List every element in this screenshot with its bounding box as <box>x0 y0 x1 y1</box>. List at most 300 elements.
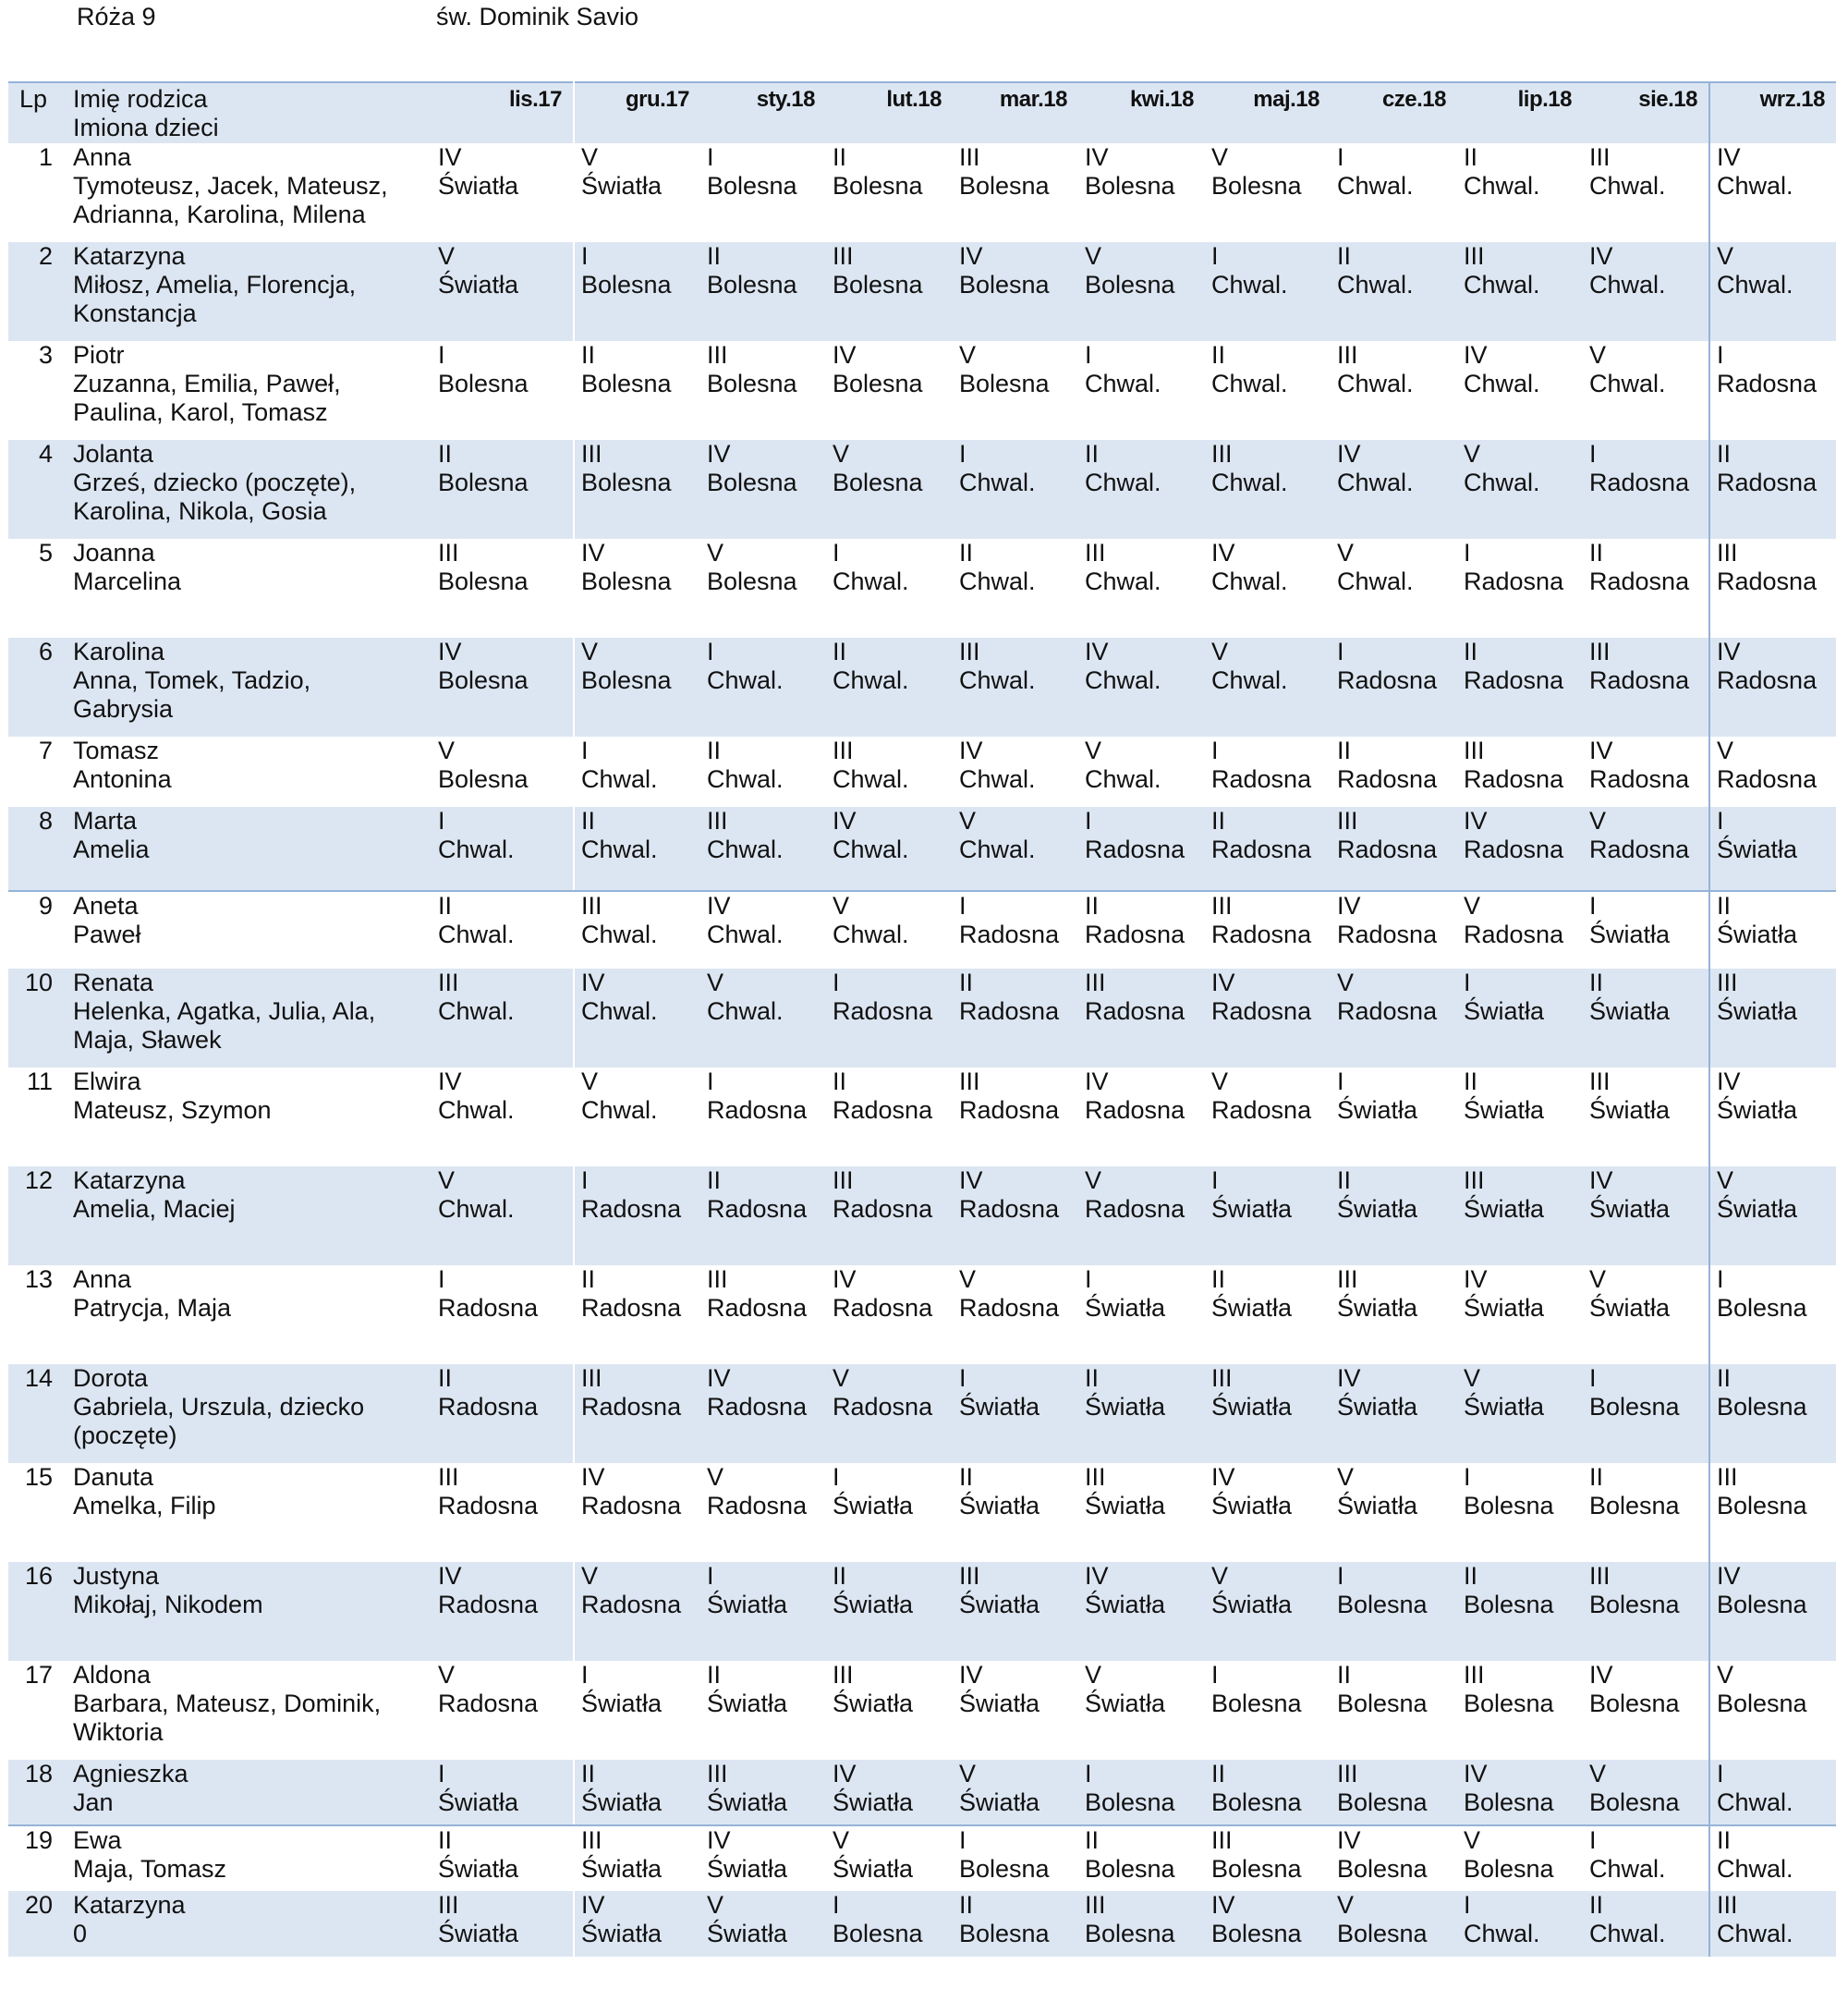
mystery-cell <box>1331 969 1457 1068</box>
mystery-cell <box>574 1825 700 1891</box>
mystery-cell <box>1331 1265 1457 1364</box>
mystery-part: Światła <box>707 1920 788 1947</box>
mystery-cell <box>1331 1825 1457 1891</box>
mystery-cell <box>826 969 953 1068</box>
mystery-part: Światła <box>959 1690 1040 1717</box>
mystery-cell <box>1583 1661 1709 1760</box>
mystery-part: Chwal. <box>438 836 515 863</box>
mystery-part: Światła <box>1717 836 1798 863</box>
mystery-part: Chwal. <box>1717 172 1793 200</box>
mystery-number: III <box>1717 1891 1738 1919</box>
mystery-part: Chwal. <box>707 836 784 863</box>
mystery-part: Radosna <box>1337 765 1438 793</box>
mystery-cell <box>1583 440 1709 539</box>
mystery-part: Chwal. <box>1589 172 1666 200</box>
mystery-part: Światła <box>1211 1294 1293 1322</box>
family-names <box>67 1166 432 1265</box>
mystery-cell <box>1709 1825 1836 1891</box>
mystery-cell <box>953 1068 1078 1166</box>
mystery-part: Chwal. <box>581 836 658 863</box>
mystery-number: II <box>438 892 453 920</box>
mystery-number: I <box>707 1562 714 1590</box>
mystery-number: IV <box>1211 539 1235 567</box>
mystery-part: Chwal. <box>1337 271 1414 299</box>
header-month: cze.18 <box>1381 87 1446 112</box>
mystery-part: Bolesna <box>1589 1690 1680 1717</box>
mystery-cell <box>432 1166 574 1265</box>
table-row <box>8 1068 1836 1166</box>
mystery-cell <box>432 440 574 539</box>
mystery-cell <box>1583 341 1709 440</box>
mystery-cell <box>574 143 700 242</box>
mystery-number: V <box>1337 969 1355 996</box>
row-number: 12 <box>24 1166 53 1194</box>
mystery-number: I <box>1337 638 1344 665</box>
mystery-cell <box>432 891 574 969</box>
mystery-number: V <box>1589 341 1607 369</box>
mystery-number: III <box>707 1760 728 1787</box>
mystery-number: I <box>833 539 840 567</box>
mystery-part: Radosna <box>438 1294 539 1322</box>
mystery-cell <box>826 1891 953 1957</box>
mystery-part: Chwal. <box>1464 469 1540 496</box>
table-row <box>8 638 1836 737</box>
mystery-number: I <box>1589 1826 1597 1854</box>
mystery-part: Światła <box>1464 1393 1545 1421</box>
mystery-part: Chwal. <box>438 921 515 948</box>
mystery-part: Radosna <box>707 1096 808 1124</box>
mystery-part: Światła <box>1337 1096 1418 1124</box>
mystery-number: III <box>707 807 728 835</box>
mystery-cell <box>826 1760 953 1825</box>
mystery-part: Chwal. <box>707 921 784 948</box>
mystery-cell <box>1331 737 1457 807</box>
mystery-part: Światła <box>1717 1096 1798 1124</box>
mystery-cell <box>826 1661 953 1760</box>
mystery-cell <box>1078 1562 1205 1661</box>
mystery-part: Światła <box>581 1690 663 1717</box>
mystery-part: Chwal. <box>1337 172 1414 200</box>
mystery-cell <box>1205 341 1331 440</box>
mystery-number: II <box>581 341 596 369</box>
mystery-cell <box>432 1265 574 1364</box>
mystery-part: Światła <box>833 1855 914 1883</box>
table-row <box>8 1562 1836 1661</box>
mystery-number: I <box>707 1068 714 1095</box>
mystery-cell <box>574 1364 700 1463</box>
mystery-cell <box>1331 891 1457 969</box>
mystery-cell <box>1331 1661 1457 1760</box>
mystery-cell <box>574 807 700 891</box>
mystery-part: Chwal. <box>581 1096 658 1124</box>
mystery-part: Chwal. <box>1211 567 1288 595</box>
mystery-cell <box>700 1562 826 1661</box>
mystery-cell <box>1331 807 1457 891</box>
parent-name: Katarzyna <box>73 1891 186 1919</box>
mystery-cell <box>1583 969 1709 1068</box>
mystery-part: Radosna <box>1717 666 1818 694</box>
mystery-part: Chwal. <box>959 836 1036 863</box>
mystery-part: Bolesna <box>1085 1855 1175 1883</box>
mystery-number: IV <box>581 969 605 996</box>
table-row <box>8 242 1836 341</box>
mystery-part: Radosna <box>1464 836 1564 863</box>
children-names: Marcelina <box>73 567 182 595</box>
mystery-number: III <box>833 737 854 764</box>
mystery-part: Światła <box>1589 997 1671 1025</box>
mystery-cell <box>1205 638 1331 737</box>
mystery-number: I <box>1085 1265 1092 1293</box>
mystery-number: I <box>833 1463 840 1491</box>
mystery-part: Chwal. <box>1717 1788 1793 1816</box>
row-number: 18 <box>8 1760 67 1825</box>
mystery-number: I <box>833 969 840 996</box>
mystery-part: Chwal. <box>707 765 784 793</box>
parent-name: Justyna <box>73 1562 160 1590</box>
mystery-number: I <box>438 1265 445 1293</box>
mystery-part: Światła <box>707 1855 788 1883</box>
mystery-part: Światła <box>1589 1096 1671 1124</box>
mystery-number: III <box>1085 539 1106 567</box>
mystery-part: Chwal. <box>1717 1920 1793 1947</box>
mystery-part: Radosna <box>1717 567 1818 595</box>
mystery-part: Bolesna <box>1211 1855 1302 1883</box>
mystery-cell <box>826 341 953 440</box>
mystery-cell <box>826 143 953 242</box>
mystery-number: IV <box>833 807 857 835</box>
mystery-number: I <box>581 1661 589 1689</box>
mystery-number: IV <box>707 892 731 920</box>
family-names <box>67 242 432 341</box>
mystery-part: Radosna <box>707 1393 808 1421</box>
mystery-cell <box>826 1463 953 1562</box>
mystery-part: Radosna <box>438 1690 539 1717</box>
mystery-number: I <box>581 737 589 764</box>
mystery-cell <box>1709 1068 1836 1166</box>
patron-name: św. Dominik Savio <box>436 3 639 31</box>
mystery-number: V <box>1211 638 1229 665</box>
mystery-cell <box>1457 341 1583 440</box>
mystery-part: Światła <box>1085 1492 1166 1519</box>
mystery-cell <box>1205 1562 1331 1661</box>
mystery-number: IV <box>833 1265 857 1293</box>
table-row <box>8 737 1836 807</box>
mystery-number: I <box>1464 539 1471 567</box>
mystery-cell <box>953 1760 1078 1825</box>
mystery-part: Światła <box>1211 1492 1293 1519</box>
mystery-number: II <box>1337 242 1352 270</box>
mystery-part: Światła <box>581 172 663 200</box>
mystery-number: V <box>959 807 977 835</box>
mystery-part: Chwal. <box>959 666 1036 694</box>
mystery-number: V <box>1464 892 1481 920</box>
mystery-number: IV <box>707 1826 731 1854</box>
mystery-part: Radosna <box>833 1393 933 1421</box>
mystery-number: III <box>1589 1068 1611 1095</box>
mystery-cell <box>1078 440 1205 539</box>
mystery-cell <box>1457 1068 1583 1166</box>
mystery-part: Bolesna <box>1337 1855 1428 1883</box>
mystery-number: I <box>438 341 445 369</box>
header-month: wrz.18 <box>1709 82 1836 143</box>
mystery-part: Światła <box>707 1591 788 1618</box>
mystery-number: III <box>581 1364 602 1392</box>
mystery-part: Chwal. <box>581 765 658 793</box>
mystery-cell <box>1709 1891 1836 1957</box>
mystery-number: II <box>959 969 974 996</box>
mystery-cell <box>700 969 826 1068</box>
table-row <box>8 143 1836 242</box>
mystery-number: III <box>1211 1826 1233 1854</box>
mystery-part: Światła <box>1464 1195 1545 1223</box>
mystery-number: V <box>1211 1562 1229 1590</box>
family-names <box>67 341 432 440</box>
mystery-part: Światła <box>581 1855 663 1883</box>
mystery-part: Radosna <box>1589 836 1690 863</box>
children-names: Antonina <box>73 765 172 793</box>
mystery-part: Światła <box>1464 997 1545 1025</box>
mystery-number: II <box>1464 143 1478 171</box>
children-names: Adrianna, Karolina, Milena <box>73 201 366 228</box>
mystery-part: Światła <box>707 1788 788 1816</box>
rosary-schedule-table <box>8 81 1836 1957</box>
children-names: Gabrysia <box>73 695 174 723</box>
header-lp: Lp <box>19 85 48 113</box>
mystery-part: Chwal. <box>1464 1920 1540 1947</box>
mystery-cell <box>1709 1562 1836 1661</box>
mystery-number: V <box>1589 1760 1607 1787</box>
mystery-part: Bolesna <box>1589 1591 1680 1618</box>
mystery-cell <box>1205 1825 1331 1891</box>
mystery-number: II <box>1464 1068 1478 1095</box>
mystery-part: Bolesna <box>438 567 529 595</box>
mystery-cell <box>1457 969 1583 1068</box>
mystery-number: I <box>959 440 967 468</box>
family-names <box>67 1265 432 1364</box>
mystery-number: I <box>1211 1661 1219 1689</box>
mystery-part: Chwal. <box>1211 370 1288 397</box>
mystery-part: Światła <box>1464 1096 1545 1124</box>
mystery-cell <box>1709 737 1836 807</box>
header-month: sty.18 <box>756 87 815 112</box>
mystery-part: Bolesna <box>1464 1492 1554 1519</box>
mystery-cell <box>1583 1265 1709 1364</box>
mystery-cell <box>1078 242 1205 341</box>
mystery-part: Bolesna <box>959 271 1050 299</box>
mystery-part: Chwal. <box>833 921 909 948</box>
mystery-cell <box>1205 440 1331 539</box>
header-children: Imiona dzieci <box>73 114 219 141</box>
mystery-number: I <box>1717 807 1724 835</box>
mystery-part: Światła <box>438 1920 519 1947</box>
mystery-part: Radosna <box>1589 765 1690 793</box>
family-names <box>67 1661 432 1760</box>
mystery-part: Chwal. <box>1589 271 1666 299</box>
children-names: Grześ, dziecko (poczęte), <box>73 469 357 496</box>
mystery-number: IV <box>1589 242 1613 270</box>
mystery-cell <box>1078 1463 1205 1562</box>
row-number: 5 <box>38 539 53 567</box>
mystery-cell <box>953 242 1078 341</box>
mystery-cell <box>953 1364 1078 1463</box>
mystery-part: Radosna <box>959 921 1060 948</box>
mystery-number: V <box>1464 1364 1481 1392</box>
mystery-cell <box>1709 440 1836 539</box>
mystery-part: Światła <box>438 1788 519 1816</box>
children-names: Barbara, Mateusz, Dominik, <box>73 1690 382 1717</box>
mystery-number: II <box>581 807 596 835</box>
mystery-number: V <box>581 1068 599 1095</box>
mystery-part: Radosna <box>581 1195 682 1223</box>
mystery-cell <box>1078 539 1205 638</box>
mystery-cell <box>1078 1364 1205 1463</box>
mystery-part: Radosna <box>1589 666 1690 694</box>
mystery-cell <box>1078 1265 1205 1364</box>
mystery-cell <box>432 242 574 341</box>
mystery-number: V <box>959 341 977 369</box>
mystery-cell <box>1583 1166 1709 1265</box>
mystery-part: Bolesna <box>1211 1788 1302 1816</box>
mystery-number: II <box>1085 1826 1100 1854</box>
mystery-part: Bolesna <box>1337 1920 1428 1947</box>
mystery-cell <box>700 1364 826 1463</box>
mystery-part: Chwal. <box>707 997 784 1025</box>
mystery-part: Światła <box>1589 1294 1671 1322</box>
mystery-number: V <box>1085 1166 1102 1194</box>
mystery-number: V <box>1717 737 1734 764</box>
mystery-cell <box>1078 891 1205 969</box>
header-month: sie.18 <box>1638 87 1697 112</box>
parent-name: Marta <box>73 807 138 835</box>
mystery-number: II <box>833 638 847 665</box>
mystery-number: V <box>707 1891 724 1919</box>
mystery-number: V <box>833 1826 850 1854</box>
mystery-part: Chwal. <box>833 836 909 863</box>
mystery-number: III <box>1211 892 1233 920</box>
mystery-number: IV <box>438 143 462 171</box>
mystery-cell <box>953 1891 1078 1957</box>
mystery-number: II <box>833 143 847 171</box>
mystery-part: Bolesna <box>707 567 797 595</box>
mystery-number: V <box>959 1760 977 1787</box>
mystery-number: III <box>1085 1463 1106 1491</box>
row-number: 7 <box>38 737 53 764</box>
mystery-number: I <box>1211 242 1219 270</box>
mystery-number: II <box>1717 1826 1732 1854</box>
mystery-number: IV <box>1717 143 1741 171</box>
mystery-number: IV <box>833 341 857 369</box>
table-row <box>8 1891 1836 1957</box>
parent-name: Jolanta <box>73 440 154 468</box>
mystery-cell <box>953 143 1078 242</box>
parent-name: Katarzyna <box>73 1166 186 1194</box>
mystery-part: Chwal. <box>1589 1855 1666 1883</box>
mystery-part: Światła <box>959 1393 1040 1421</box>
mystery-cell <box>1078 1891 1205 1957</box>
header-month: lis.17 <box>508 87 562 112</box>
mystery-number: II <box>833 1068 847 1095</box>
mystery-cell <box>1457 1562 1583 1661</box>
mystery-cell <box>432 1661 574 1760</box>
mystery-part: Radosna <box>1211 921 1312 948</box>
mystery-number: I <box>1337 1068 1344 1095</box>
mystery-cell <box>700 737 826 807</box>
mystery-part: Chwal. <box>1211 469 1288 496</box>
row-number: 19 <box>24 1826 53 1854</box>
parent-name: Renata <box>73 969 154 996</box>
mystery-cell <box>1583 807 1709 891</box>
mystery-number: I <box>1464 1463 1471 1491</box>
mystery-part: Radosna <box>1211 765 1312 793</box>
mystery-part: Radosna <box>1337 836 1438 863</box>
mystery-number: I <box>1085 341 1092 369</box>
mystery-cell <box>574 242 700 341</box>
mystery-cell <box>953 737 1078 807</box>
mystery-cell <box>1331 242 1457 341</box>
mystery-number: I <box>707 638 714 665</box>
mystery-number: II <box>1211 1265 1226 1293</box>
mystery-number: II <box>1589 1463 1604 1491</box>
children-names: Amelia <box>73 836 150 863</box>
mystery-cell <box>1583 539 1709 638</box>
mystery-part: Chwal. <box>1337 567 1414 595</box>
mystery-number: I <box>1717 1760 1724 1787</box>
mystery-cell <box>1078 1068 1205 1166</box>
mystery-part: Bolesna <box>1337 1788 1428 1816</box>
mystery-number: III <box>833 1166 854 1194</box>
mystery-cell <box>700 341 826 440</box>
mystery-part: Chwal. <box>1211 666 1288 694</box>
mystery-part: Światła <box>1211 1195 1293 1223</box>
mystery-cell <box>574 1068 700 1166</box>
mystery-number: III <box>833 242 854 270</box>
mystery-number: I <box>959 1364 967 1392</box>
mystery-part: Radosna <box>833 1096 933 1124</box>
mystery-cell <box>1457 440 1583 539</box>
mystery-part: Chwal. <box>833 765 909 793</box>
parent-name: Elwira <box>73 1068 141 1095</box>
children-names: Jan <box>73 1788 114 1816</box>
mystery-cell <box>574 341 700 440</box>
mystery-cell <box>432 638 574 737</box>
children-names: Konstancja <box>73 299 197 327</box>
mystery-number: III <box>833 1661 854 1689</box>
mystery-cell <box>953 539 1078 638</box>
mystery-number: IV <box>581 1463 605 1491</box>
mystery-number: III <box>959 1562 980 1590</box>
mystery-cell <box>826 440 953 539</box>
mystery-cell <box>1583 242 1709 341</box>
mystery-number: V <box>1717 242 1734 270</box>
mystery-part: Radosna <box>1337 921 1438 948</box>
table-row <box>8 969 1836 1068</box>
mystery-cell <box>953 341 1078 440</box>
mystery-number: V <box>1211 143 1229 171</box>
mystery-cell <box>1331 1891 1457 1957</box>
mystery-part: Bolesna <box>1464 1855 1554 1883</box>
mystery-part: Bolesna <box>1589 1492 1680 1519</box>
mystery-cell <box>1709 891 1836 969</box>
mystery-number: II <box>1337 1166 1352 1194</box>
children-names: Miłosz, Amelia, Florencja, <box>73 271 357 299</box>
mystery-cell <box>1457 891 1583 969</box>
mystery-number: I <box>1337 1562 1344 1590</box>
mystery-number: III <box>1717 1463 1738 1491</box>
mystery-part: Bolesna <box>1464 1591 1554 1618</box>
mystery-number: V <box>707 1463 724 1491</box>
mystery-cell <box>1078 807 1205 891</box>
mystery-number: IV <box>581 1891 605 1919</box>
